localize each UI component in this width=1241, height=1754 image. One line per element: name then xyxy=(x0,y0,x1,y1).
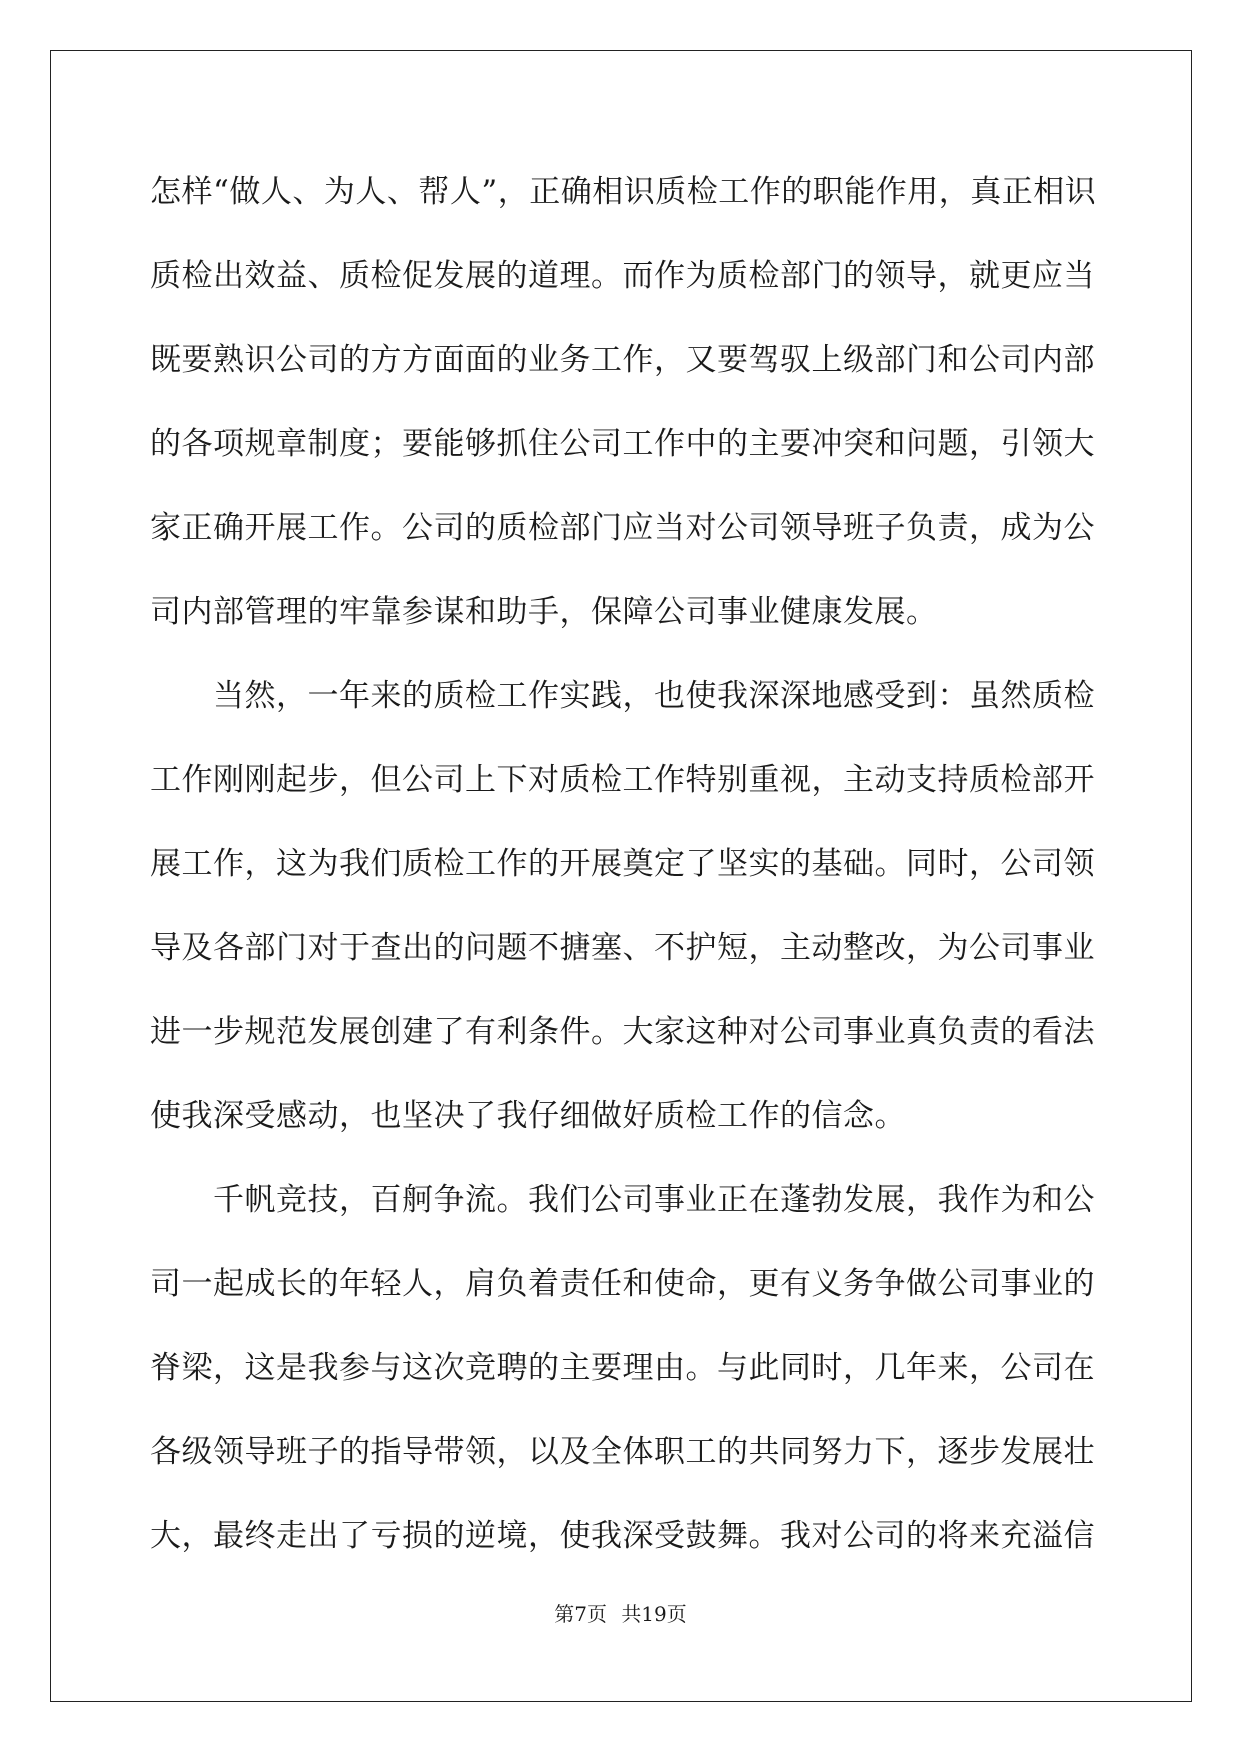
text-line: 导及各部门对于查出的问题不搪塞、不护短，主动整改，为公司事业 xyxy=(150,930,1095,966)
text-line: 进一步规范发展创建了有利条件。大家这种对公司事业真负责的看法 xyxy=(150,1014,1095,1050)
text-line: 家正确开展工作。公司的质检部门应当对公司领导班子负责，成为公 xyxy=(150,510,1095,546)
text-line: 司内部管理的牢靠参谋和助手，保障公司事业健康发展。 xyxy=(150,594,938,630)
text-line: 当然，一年来的质检工作实践，也使我深深地感受到：虽然质检 xyxy=(150,678,1095,714)
text-line: 各级领导班子的指导带领，以及全体职工的共同努力下，逐步发展壮 xyxy=(150,1434,1095,1470)
text-line: 脊梁，这是我参与这次竞聘的主要理由。与此同时，几年来，公司在 xyxy=(150,1350,1095,1386)
text-line: 千帆竞技，百舸争流。我们公司事业正在蓬勃发展，我作为和公 xyxy=(150,1182,1095,1218)
text-line: 使我深受感动，也坚决了我仔细做好质检工作的信念。 xyxy=(150,1098,906,1134)
text-line: 的各项规章制度；要能够抓住公司工作中的主要冲突和问题，引领大 xyxy=(150,426,1095,462)
text-line: 工作刚刚起步，但公司上下对质检工作特别重视，主动支持质检部开 xyxy=(150,762,1095,798)
text-line: 既要熟识公司的方方面面的业务工作，又要驾驭上级部门和公司内部 xyxy=(150,342,1095,378)
page-total: 共19页 xyxy=(621,1602,687,1626)
text-line: 大，最终走出了亏损的逆境，使我深受鼓舞。我对公司的将来充溢信 xyxy=(150,1518,1095,1554)
page-number: 第7页 xyxy=(554,1602,607,1626)
text-line: 质检出效益、质检促发展的道理。而作为质检部门的领导，就更应当 xyxy=(150,258,1095,294)
text-line: 展工作，这为我们质检工作的开展奠定了坚实的基础。同时，公司领 xyxy=(150,846,1095,882)
text-line: 司一起成长的年轻人，肩负着责任和使命，更有义务争做公司事业的 xyxy=(150,1266,1095,1302)
text-line: 怎样“做人、为人、帮人”，正确相识质检工作的职能作用，真正相识 xyxy=(150,174,1097,210)
document-body xyxy=(150,150,1097,1578)
page-footer xyxy=(0,1598,1241,1627)
